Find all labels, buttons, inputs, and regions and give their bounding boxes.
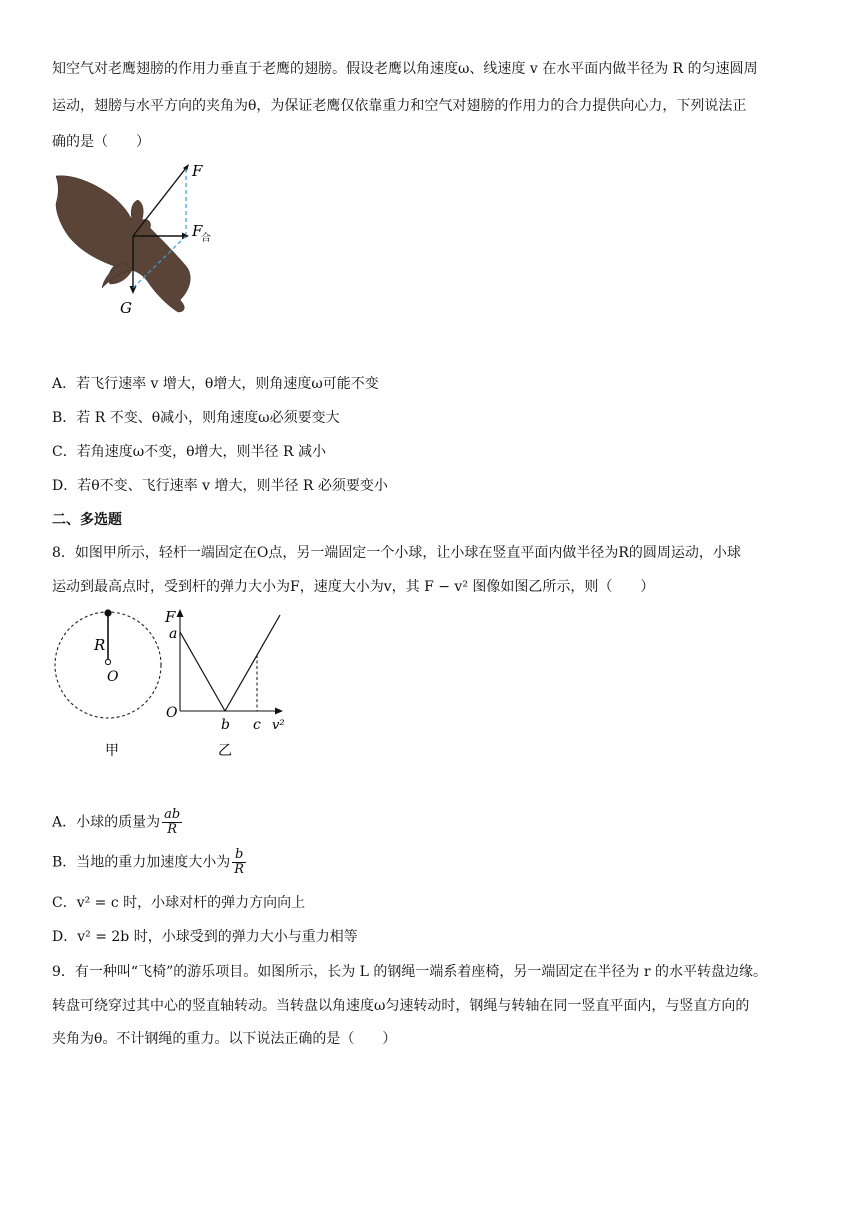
eagle-force-figure [52,160,222,325]
force-f-label: F [192,162,203,180]
resultant-force-label: F [192,222,203,240]
q8-option-b-text: B．当地的重力加速度大小为 [52,854,231,871]
q9-stem-line-1: 9．有一种叫“飞椅”的游乐项目。如图所示，长为 L 的钢绳一端系着座椅，另一端固定在半径为 r 的水平转盘边缘。 [52,964,768,980]
q7-stem-line-3: 确的是（ ） [52,134,150,150]
q8-option-a-numerator: ab [164,807,181,822]
yi-a-label: a [169,626,178,642]
q8-option-c: C．v² = c 时，小球对杆的弹力方向向上 [52,895,306,911]
q9-stem-line-2: 转盘可绕穿过其中心的竖直轴转动。当转盘以角速度ω匀速转动时，钢绳与转轴在同一竖直平面内，与竖直方向的 [52,998,750,1014]
q8-option-b-fraction [232,848,246,877]
q7-stem-line-2: 运动，翅膀与水平方向的夹角为θ，为保证老鹰仅依靠重力和空气对翅膀的作用力的合力提供向心力，下列说法正 [52,98,747,114]
q8-option-a-fraction [162,808,182,837]
q8-option-a-denominator: R [167,822,178,837]
q7-option-c: C．若角速度ω不变，θ增大，则半径 R 减小 [52,444,326,460]
figure-yi [160,605,290,760]
q8-stem-line-1: 8．如图甲所示，轻杆一端固定在O点，另一端固定一个小球，让小球在竖直平面内做半径为R的圆周运动，小球 [52,545,741,561]
eagle-illustration [56,176,190,312]
yi-f-axis-label: F [165,608,176,626]
gravity-label: G [120,299,132,317]
yi-caption: 乙 [218,743,232,759]
q9-stem-line-3: 夹角为θ。不计钢绳的重力。以下说法正确的是（ ） [52,1031,397,1047]
q7-option-d: D．若θ不变、飞行速率 v 增大，则半径 R 必须要变小 [52,478,388,494]
q7-stem-line-1: 知空气对老鹰翅膀的作用力垂直于老鹰的翅膀。假设老鹰以角速度ω、线速度 v 在水平面内做半径为 R 的匀速圆周 [52,61,758,77]
q8-option-a [52,808,182,837]
q8-stem-line-2: 运动到最高点时，受到杆的弹力大小为F，速度大小为v，其 F − v² 图像如图乙所示，则（ ） [52,579,655,595]
q7-option-a: A．若飞行速率 v 增大，θ增大，则角速度ω可能不变 [52,376,379,392]
yi-v2-axis-label: v² [272,718,285,733]
jia-r-label: R [94,636,106,654]
q8-option-b [52,848,246,877]
figure-jia [52,605,167,760]
yi-b-label: b [221,717,230,733]
yi-c-label: c [253,717,261,733]
resultant-force-subscript: 合 [201,233,211,244]
section-heading-multiple-choice: 二、多选题 [52,512,122,528]
jia-o-label: O [107,669,119,685]
q8-option-a-text: A．小球的质量为 [52,814,161,831]
q8-option-d: D．v² = 2b 时，小球受到的弹力大小与重力相等 [52,929,358,945]
q8-option-b-numerator: b [232,848,246,863]
jia-caption: 甲 [105,743,119,759]
q8-option-b-denominator: R [234,862,245,877]
q7-option-b: B．若 R 不变、θ减小，则角速度ω必须要变大 [52,410,340,426]
yi-origin-label: O [166,705,178,721]
